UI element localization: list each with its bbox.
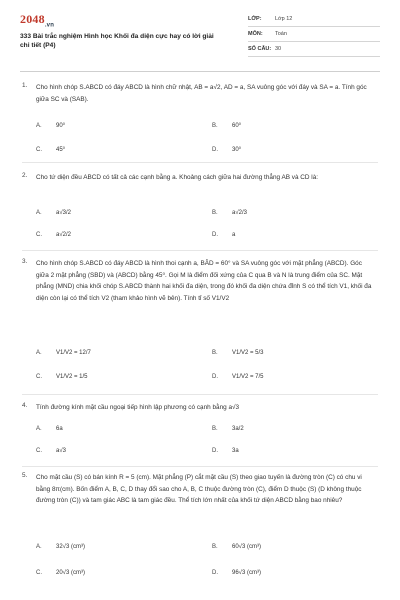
option-value: 60√3 (cm³): [232, 544, 261, 550]
option-value: 96√3 (cm³): [232, 570, 261, 576]
question-number: 1.: [22, 82, 28, 89]
option-letter: D.: [212, 570, 218, 576]
option-letter: C.: [36, 374, 42, 380]
option-letter: B.: [212, 210, 218, 216]
meta-value: Lớp 12: [275, 16, 293, 22]
option-c[interactable]: [36, 232, 71, 238]
option-d[interactable]: [212, 232, 235, 238]
option-letter: B.: [212, 544, 218, 550]
option-letter: A.: [36, 544, 42, 550]
option-value: V1/V2 = 7/5: [232, 374, 264, 380]
site-logo[interactable]: [20, 12, 54, 28]
meta-value: 30: [275, 46, 282, 52]
meta-row-count: [248, 42, 380, 57]
header-divider: [20, 71, 380, 72]
option-value: a√3: [56, 448, 66, 454]
document-title: 333 Bài trắc nghiệm Hình học Khối đa diện cực hay có lời giải chi tiết (P4): [20, 33, 214, 49]
option-letter: B.: [212, 123, 218, 129]
option-value: 30⁰: [232, 147, 242, 153]
option-letter: D.: [212, 374, 218, 380]
option-a[interactable]: [36, 426, 63, 432]
option-letter: C.: [36, 147, 42, 153]
meta-label: MÔN:: [248, 31, 263, 37]
question-text: Cho mặt cầu (S) có bán kính R = 5 (cm). Mặt phẳng (P) cắt mặt cầu (S) theo giao tuyến là đường tròn (C) có chu vi bằng 8π(cm). Bốn điểm A, B, C, D thay đổi sao cho A, B, C thuộc đường tròn (C), điểm D thuộc (S) (D không thuộc đường tròn (C)) và tam giác ABC là tam giác đều. Thể tích lớn nhất của khối tứ diện ABCD bằng bao nhiêu?: [36, 474, 362, 504]
option-letter: A.: [36, 350, 42, 356]
option-letter: B.: [212, 426, 218, 432]
option-value: 3a: [232, 448, 239, 454]
option-letter: A.: [36, 426, 42, 432]
logo-suffix: .vn: [44, 22, 55, 29]
option-value: V1/V2 = 12/7: [56, 350, 91, 356]
option-letter: B.: [212, 350, 218, 356]
option-value: a√2/2: [56, 232, 71, 238]
option-d[interactable]: [212, 146, 241, 153]
option-a[interactable]: [36, 122, 65, 129]
option-letter: A.: [36, 210, 42, 216]
option-d[interactable]: [212, 448, 239, 454]
question-3: [22, 258, 378, 398]
option-letter: A.: [36, 123, 42, 129]
question-number: 5.: [22, 472, 28, 479]
option-value: V1/V2 = 5/3: [232, 350, 264, 356]
option-letter: D.: [212, 448, 218, 454]
option-b[interactable]: [212, 122, 241, 129]
option-a[interactable]: [36, 544, 85, 550]
option-value: a: [232, 232, 236, 238]
meta-row-class: [248, 12, 380, 27]
option-value: 90⁰: [56, 123, 66, 129]
option-letter: C.: [36, 570, 42, 576]
question-text: Cho tứ diện đều ABCD có tất cả các cạnh bằng a. Khoảng cách giữa hai đường thẳng AB và CD là:: [36, 174, 319, 181]
meta-label: LỚP:: [248, 16, 262, 22]
meta-value: Toán: [275, 31, 287, 37]
option-b[interactable]: [212, 544, 261, 550]
option-value: a√2/3: [232, 210, 247, 216]
question-number: 2.: [22, 172, 28, 179]
option-b[interactable]: [212, 210, 247, 216]
option-d[interactable]: [212, 374, 264, 380]
document-header: [0, 0, 400, 66]
question-separator: [22, 250, 378, 251]
question-4: [22, 402, 378, 468]
option-value: 32√3 (cm³): [56, 544, 85, 550]
option-value: V1/V2 = 1/5: [56, 374, 88, 380]
option-letter: C.: [36, 448, 42, 454]
question-5: [22, 472, 378, 592]
option-c[interactable]: [36, 448, 66, 454]
option-value: a√3/2: [56, 210, 71, 216]
option-c[interactable]: [36, 570, 85, 576]
question-separator: [22, 162, 378, 163]
question-separator: [22, 466, 378, 467]
option-value: 6a: [56, 426, 63, 432]
option-letter: D.: [212, 147, 218, 153]
meta-label: SỐ CÂU:: [248, 46, 272, 52]
option-b[interactable]: [212, 350, 264, 356]
option-c[interactable]: [36, 374, 88, 380]
logo-text: 2048: [20, 12, 45, 26]
option-letter: D.: [212, 232, 218, 238]
question-separator: [22, 394, 378, 395]
option-a[interactable]: [36, 210, 71, 216]
question-text: Cho hình chóp S.ABCD có đáy ABCD là hình thoi cạnh a, BÂD = 60° và SA vuông góc với mặt phẳng (ABCD). Góc giữa 2 mặt phẳng (SBD) và (ABCD) bằng 45⁰. Gọi M là điểm đối xứng của C qua B và N là trung điểm của SC. Mặt phẳng (MND) chia khối chóp S.ABCD thành hai khối đa diện, trong đó khối đa diện chứa đỉnh S có thể tích V1, khối đa diện còn lại có thể tích V2 (tham khảo hình vẽ bên). Tính tỉ số V1/V2: [36, 260, 372, 302]
question-1: [22, 82, 378, 162]
question-2: [22, 172, 378, 252]
option-letter: C.: [36, 232, 42, 238]
option-d[interactable]: [212, 570, 261, 576]
option-a[interactable]: [36, 350, 91, 356]
option-b[interactable]: [212, 426, 244, 432]
question-text: Tính đường kính mặt cầu ngoại tiếp hình lập phương có cạnh bằng a√3: [36, 404, 240, 411]
option-value: 45⁰: [56, 147, 66, 153]
document-meta: [248, 12, 380, 57]
option-value: 3a/2: [232, 426, 244, 432]
option-c[interactable]: [36, 146, 65, 153]
question-number: 4.: [22, 402, 28, 409]
question-number: 3.: [22, 258, 28, 265]
meta-row-subject: [248, 27, 380, 42]
question-text: Cho hình chóp S.ABCD có đáy ABCD là hình chữ nhật, AB = a√2, AD = a, SA vuông góc với đáy và SA = a. Tính góc giữa SC và (SAB).: [36, 84, 367, 103]
option-value: 60⁰: [232, 123, 242, 129]
option-value: 20√3 (cm³): [56, 570, 85, 576]
